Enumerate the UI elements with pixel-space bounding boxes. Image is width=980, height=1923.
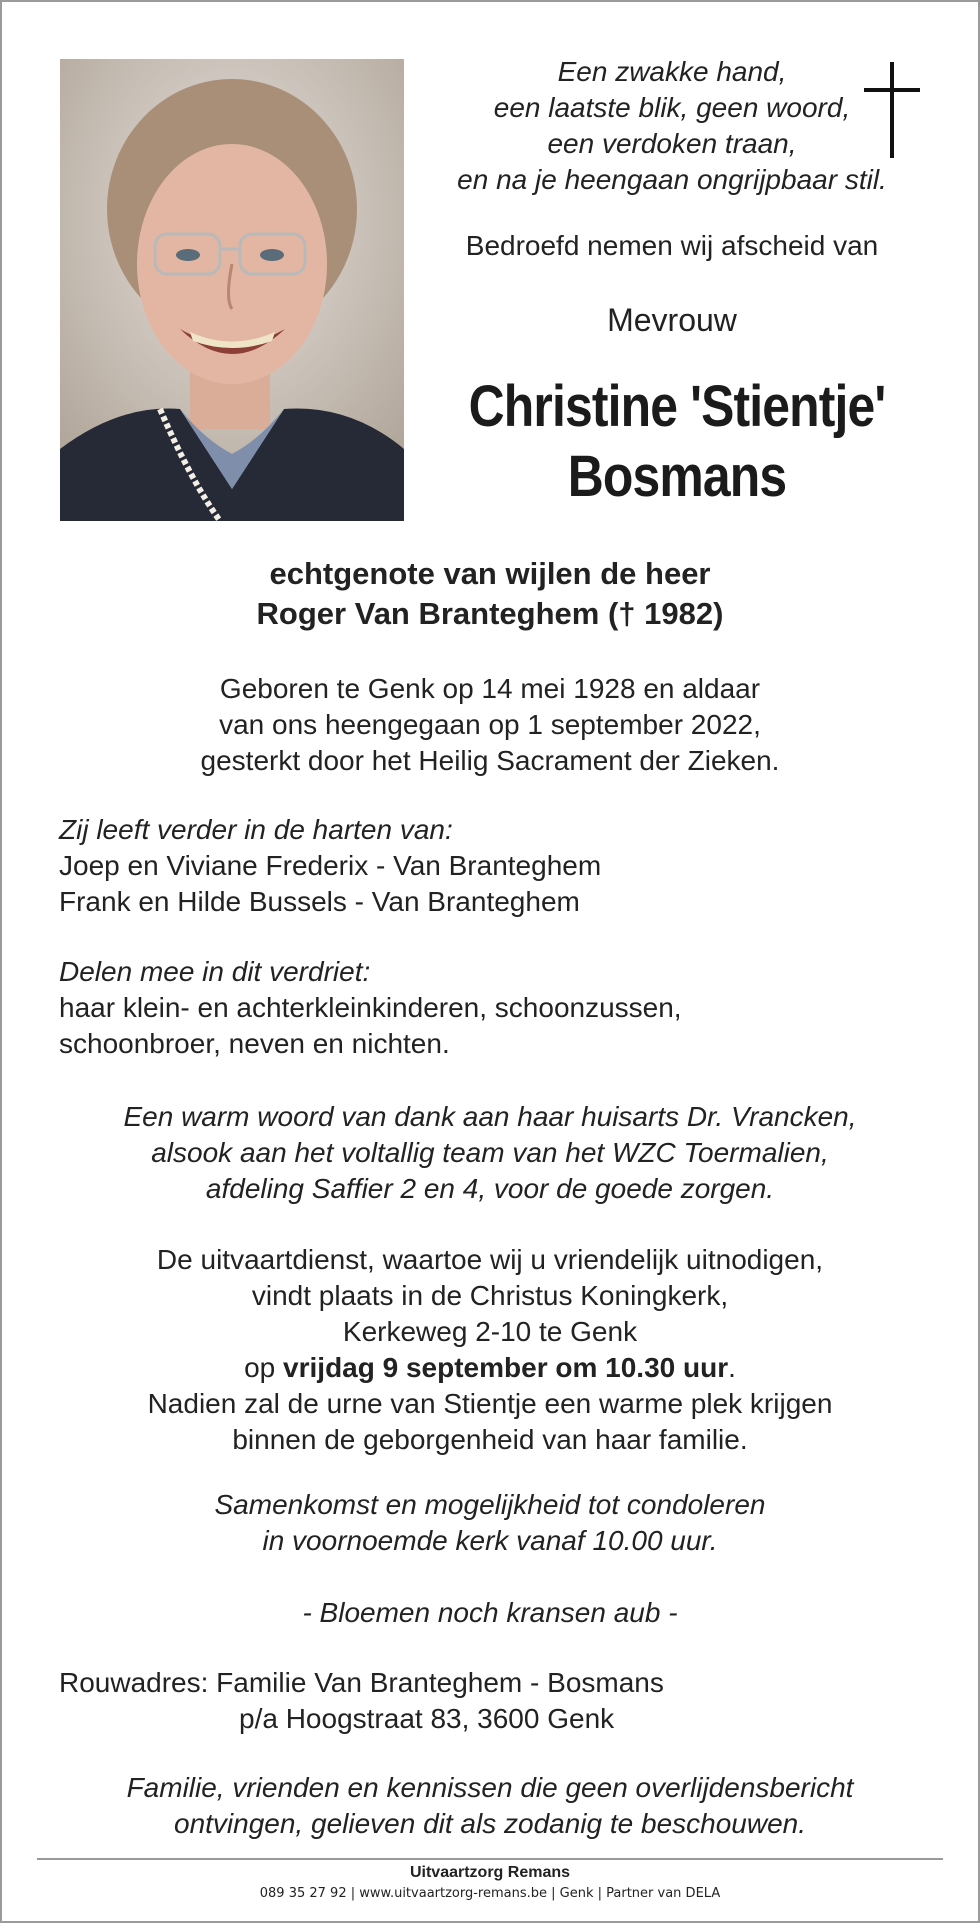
birth-line: Geboren te Genk op 14 mei 1928 en aldaar [219, 673, 761, 704]
funeral-line: binnen de geborgenheid van haar familie. [232, 1424, 748, 1455]
sharing-line: schoonbroer, neven en nichten. [59, 1028, 450, 1059]
funeral-line: De uitvaartdienst, waartoe wij u vriendelijk uitnodigen, [156, 1244, 824, 1275]
funeral-datetime-line [2, 1350, 978, 1386]
salutation: Mevrouw [607, 302, 737, 338]
poem-line: een verdoken traan, [547, 128, 797, 159]
spouse-line-1: echtgenote van wijlen de heer [269, 556, 711, 591]
mourning-address [59, 1665, 939, 1737]
gathering-line: in voornoemde kerk vanaf 10.00 uur. [262, 1525, 718, 1556]
survivors-section [59, 812, 939, 920]
sharing-line: haar klein- en achterkleinkinderen, schoonzussen, [59, 992, 682, 1023]
address-line-2: p/a Hoogstraat 83, 3600 Genk [239, 1703, 615, 1734]
thanks-line: Een warm woord van dank aan haar huisarts Dr. Vrancken, [123, 1101, 857, 1132]
birth-line: gesterkt door het Heilig Sacrament der Zieken. [200, 745, 780, 776]
funeral-line: vindt plaats in de Christus Koningkerk, [251, 1280, 729, 1311]
funeral-home-name: Uitvaartzorg Remans [409, 1864, 571, 1881]
gathering-line: Samenkomst en mogelijkheid tot condoleren [214, 1489, 766, 1520]
survivors-heading: Zij leeft verder in de harten van: [59, 814, 453, 845]
spouse-line-2: Roger Van Branteghem († 1982) [256, 596, 724, 631]
flowers-note: - Bloemen noch kransen aub - [302, 1597, 678, 1628]
notice-line: Familie, vrienden en kennissen die geen overlijdensbericht [126, 1772, 854, 1803]
funeral-prefix: op [244, 1352, 284, 1383]
poem-line: Een zwakke hand, [557, 56, 787, 87]
funeral-line: Kerkeweg 2-10 te Genk [342, 1316, 638, 1347]
funeral-datetime: vrijdag 9 september om 10.30 uur [283, 1352, 729, 1383]
funeral-home-contact: 089 35 27 92 | www.uitvaartzorg-remans.be | Genk | Partner van DELA [259, 1886, 721, 1901]
deceased-name [445, 372, 909, 512]
sharing-section [59, 954, 939, 1062]
thanks-line: afdeling Saffier 2 en 4, voor de goede zorgen. [205, 1173, 775, 1204]
thanks-line: alsook aan het voltallig team van het WZC Toermalien, [151, 1137, 829, 1168]
portrait-illustration [60, 59, 404, 521]
gathering-info [2, 1487, 978, 1559]
poem-line: een laatste blik, geen woord, [493, 92, 851, 123]
portrait-photo [60, 59, 404, 521]
notice-line: ontvingen, gelieven dit als zodanig te beschouwen. [174, 1808, 806, 1839]
intro-text: Bedroefd nemen wij afscheid van [465, 230, 879, 261]
name-line-1: Christine 'Stientje' [468, 374, 886, 439]
birth-death-info [2, 671, 978, 779]
funeral-details [2, 1242, 978, 1458]
footer-divider [37, 1858, 943, 1860]
spouse-info [2, 554, 978, 634]
poem-line: en na je heengaan ongrijpbaar stil. [457, 164, 887, 195]
funeral-line: Nadien zal de urne van Stientje een warme plek krijgen [147, 1388, 833, 1419]
sharing-heading: Delen mee in dit verdriet: [59, 956, 371, 987]
name-line-2: Bosmans [567, 444, 787, 509]
birth-line: van ons heengegaan op 1 september 2022, [219, 709, 761, 740]
thanks-section [2, 1099, 978, 1207]
poem [422, 54, 922, 198]
funeral-suffix: . [728, 1352, 736, 1383]
survivor-line: Frank en Hilde Bussels - Van Branteghem [59, 886, 580, 917]
survivor-line: Joep en Viviane Frederix - Van Branteghem [59, 850, 602, 881]
notice-text [2, 1770, 978, 1842]
address-line-1: Rouwadres: Familie Van Branteghem - Bosmans [59, 1667, 664, 1698]
